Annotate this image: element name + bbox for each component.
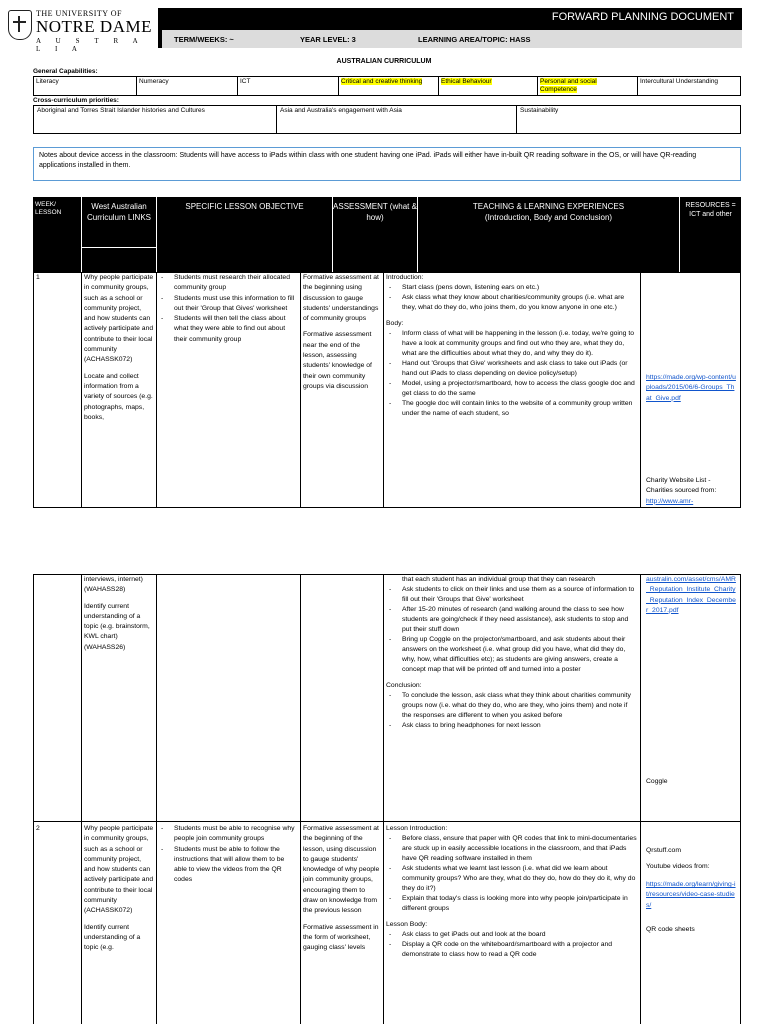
header-week: WEEK/ LESSON [35, 201, 62, 216]
header-wa-links: West Australian Curriculum LINKS [81, 197, 156, 273]
resource-link[interactable]: https://made.org/learn/giving-it/resources/video-case-studies/ [646, 881, 736, 909]
teaching-cell: that each student has an individual group that they can research - Ask students to click on their links and use them as a source of information to fill out their 'Groups that Give' worksheet - After 15-20 minutes of research (and walking around the class to see how students are going/check if they need assistance), ask students to stop and put their stuff down - Bring up Coggle on the projector/smartboard, and ask students about their answers on the worksheet (i.e. what group did you have, what did they do, why, how, what difficulties etc); as students are giving answers, create a concept map that will be printed off and turned into a poster Conclusion: - To conclude the lesson, ask class what they think about charities community groups now (i.e. what do they do, who are they, who joins them) and note if the responses are different to when you asked before - Ask class to bring headphones for next lesson [386, 575, 638, 821]
wa-links-cell: interviews, internet) (WAHASS28) Identify current understanding of a topic (e.g. brainstorm, KWL chart) (WAHASS26) [84, 576, 150, 651]
resource-cell: Qrstuff.com Youtube videos from: [646, 847, 710, 871]
week-number: 1 [36, 274, 40, 281]
wa-links-cell: Why people participate in community groups, such as a school or community project, and how students can actively participate and contribute to their local community (ACHASSK072) Identify current understanding of a topic (e.g. [84, 825, 154, 952]
priorities-row [33, 105, 741, 134]
term-weeks: TERM/WEEKS: ~ [174, 35, 234, 44]
priority-asia: Asia and Australia's engagement with Asia [276, 105, 517, 134]
year-level: YEAR LEVEL: 3 [300, 35, 356, 44]
capability-ict: ICT [237, 76, 339, 96]
logo-line-1: THE UNIVERSITY OF [36, 9, 122, 18]
curriculum-title: AUSTRALIAN CURRICULUM [336, 58, 432, 65]
crest-icon [8, 10, 32, 40]
university-logo [6, 8, 158, 53]
capability-intercultural: Intercultural Understanding [637, 76, 741, 96]
resource-link[interactable]: https://made.org/wp-content/uploads/2015/06/6-Groups_That_Give.pdf [646, 374, 736, 402]
capabilities-row [33, 76, 741, 96]
learning-area: LEARNING AREA/TOPIC: HASS [418, 35, 531, 44]
capability-personal-social: Personal and social Competence [537, 76, 638, 96]
cross-curriculum-label: Cross-curriculum priorities: [33, 97, 119, 104]
resource-cell: Charity Website List - Charities sourced from: http://www.amr- [646, 477, 717, 505]
teaching-cell: Introduction: - Start class (pens down, listening ears on etc.) - Ask class what they know about charities/community groups (i.e. what are they, what do they do, who joins them, do you know anyone in one etc.) Body: - Inform class of what will be happening in the lesson (i.e. today, we're going to have a look at community groups and find out who they are, what they do, what are the difficulties about what they do, and why they do it). - Hand out 'Groups that Give' worksheets and ask class to take out iPads (or hand out iPads to class depending on device policy/setup) - Model, using a projector/smartboard, how to access the class google doc and get class to do the same - The google doc will contain links to the website of a community group written under the name of each student, so [386, 273, 638, 507]
priority-aboriginal: Aboriginal and Torres Strait Islander histories and Cultures [33, 105, 277, 134]
header-teaching: TEACHING & LEARNING EXPERIENCES (Introduction, Body and Conclusion) [417, 197, 679, 273]
capability-numeracy: Numeracy [136, 76, 238, 96]
objective-cell: - Students must research their allocated community group - Students must use this information to fill out their 'Group that Gives' worksheet - Students will then tell the class about what they were able to find out about their community group [158, 273, 298, 345]
header-assessment: ASSESSMENT (what & how) [332, 197, 417, 273]
document-title: FORWARD PLANNING DOCUMENT [551, 11, 734, 23]
objective-cell: - Students must be able to recognise why people join community groups - Students must be able to follow the instructions that will allow them to be able to view the videos from the QR codes [158, 824, 298, 886]
header-resources: RESOURCES = ICT and other [679, 197, 741, 273]
resource-coggle: Coggle [646, 778, 668, 785]
priority-sustainability: Sustainability [516, 105, 741, 134]
logo-line-3: A U S T R A L I A [36, 37, 144, 53]
assessment-cell: Formative assessment at the beginning of the lesson, using discussion to gauge students' knowledge of why people join community groups, encouraging them to draw on knowledge from the previous lesson Formative assessment in the form of worksheet, gauging class' levels [303, 825, 380, 952]
assessment-cell: Formative assessment at the beginning using discussion to gauge students' understandings of community groups Formative assessment near the end of the lesson, assessing students' knowledge of their own community groups via discussion [303, 274, 379, 390]
capability-ethical-behaviour: Ethical Behaviour [438, 76, 538, 96]
wa-links-cell: Why people participate in community groups, such as a school or community project, and how students can actively participate and contribute to their local community (ACHASSK072) Locate and collect information from a variety of sources (e.g. photographs, maps, books, [84, 274, 154, 421]
week-number: 2 [36, 825, 40, 832]
meta-bar [162, 30, 742, 48]
resource-qr-sheets: QR code sheets [646, 926, 695, 933]
title-bar [158, 8, 742, 48]
resource-link-amr[interactable]: http://www.amr- [646, 497, 694, 505]
general-capabilities-label: General Capabilities: [33, 68, 98, 75]
device-notes: Notes about device access in the classroom: Students will have access to iPads within class with one student having one iPad. iPads will either have in-built QR reading software in the OS, or will have QR-reading applications installed in them. [33, 147, 741, 181]
logo-line-2: NOTRE DAME [36, 17, 152, 36]
header-objective: SPECIFIC LESSON OBJECTIVE [156, 197, 332, 273]
resource-link[interactable]: australin.com/asset/cms/AMR_Reputation_Institute_Charity_Reputation_Index_December_2017.pdf [646, 576, 736, 614]
teaching-cell: Lesson Introduction: - Before class, ensure that paper with QR codes that link to mini-documentaries are stuck up in easily accessible locations in the classroom, and that iPads have QR reading software installed in them - Ask students what we learnt last lesson (i.e. what did we learn about community groups? Who are they, what do they do, how do they do it, why do they do it?) - Explain that today's class is looking more into why people join/participate in different groups Lesson Body: - Ask class to get iPads out and look at the board - Display a QR code on the whiteboard/smartboard with a projector and demonstrate to class how to read a QR code [386, 824, 638, 1024]
table-header [33, 197, 741, 273]
capability-literacy: Literacy [33, 76, 137, 96]
capability-critical-thinking: Critical and creative thinking [338, 76, 439, 96]
